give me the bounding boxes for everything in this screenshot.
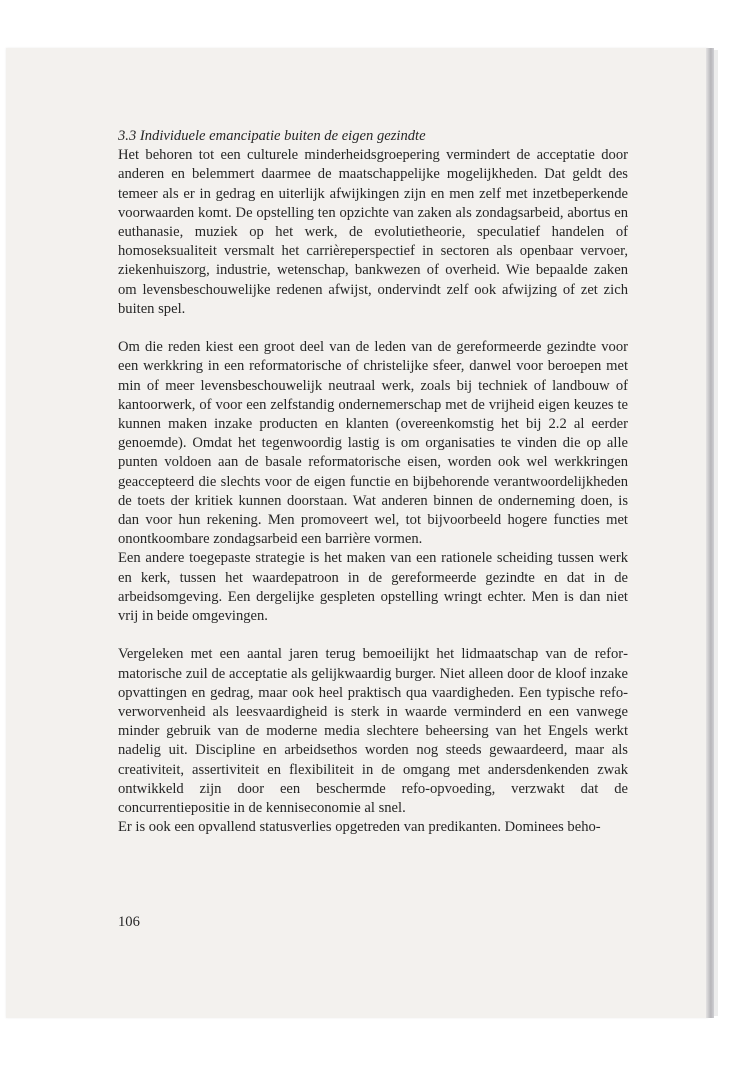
paragraph-5: Er is ook een opvallend statusverlies opgetreden van predikanten. Dominees beho- <box>118 819 601 836</box>
page-edge <box>714 50 718 1016</box>
paragraph-2: Om die reden kiest een groot deel van de leden van de gereformeerde gezindte voor een werkkring in een reformatorische of christelijke sfeer, danwel voor beroepen met min of meer levensbeschouwelijk neutraal werk, zoals bij techniek of landbouw of kantoorwerk, of voor een zelfstandig ondernemerschap met de vrijheid eigen keuzes te kunnen maken inzake producten en klanten (overeenkomstig het bij 2.2 al eerder genoemde). Omdat het tegenwoordig lastig is om organisaties te vinden die op alle punten voldoen aan de basale reformatorische eisen, worden ook wel werkkringen geaccepteerd die slechts voor de eigen functie en bijbehorende verantwoordelijkheden de toets der kritiek kunnen doorstaan. Wat anderen binnen de onderneming doen, is dan voor hun rekening. Men promoveert wel, tot bijvoorbeeld hogere functies met onontkoombare zondagsarbeid een barrière vormen. <box>118 339 628 548</box>
page-body <box>118 127 628 837</box>
paragraph-1: Het behoren tot een culturele minderheidsgroepering vermindert de acceptatie door anderen en belemmert daarmee de maatschappelijke mogelijkheden. Dat geldt des temeer als er in gedrag en uiterlijk afwijkingen zijn en men zelf met inzetbeperkende voorwaarden komt. De opstelling ten opzichte van zaken als zondagsarbeid, abortus en euthanasie, muziek op het werk, de evolutietheorie, speculatief handelen of homoseksualiteit versmalt het carrièreperspectief in sectoren als openbaar vervoer, ziekenhuiszorg, industrie, wetenschap, bankwezen of overheid. Wie bepaalde zaken om levensbeschouwelijke redenen afwijst, ondervindt zelf ook afwijzing of zet zich buiten spel. <box>118 147 628 317</box>
paragraph-4: Vergeleken met een aantal jaren terug bemoeilijkt het lidmaatschap van de reformatorische zuil de acceptatie als gelijkwaardig burger. Niet alleen door de kloof inzake opvattingen en gedrag, maar ook heel praktisch qua vaardigheden. Een typische refo-verworvenheid als leesvaardigheid is sterk in waarde verminderd en een vanwege minder gebruik van de moderne media slechtere beheersing van het Engels werkt nadelig uit. Discipline en arbeidsethos worden nog steeds gewaardeerd, maar als creativiteit, assertiviteit en flexibiliteit in de omgang met andersdenkenden zwak ontwikkeld zijn door een beschermde refo-opvoeding, verzwakt dat de concurrentiepositie in de kenniseconomie al snel. <box>118 646 628 817</box>
paragraph-3: Een andere toegepaste strategie is het maken van een rationele scheiding tussen werk en kerk, tussen het waardepatroon in de gereformeerde gezindte en dat in de arbeidsomgeving. Een dergelijke gespleten opstelling wringt echter. Men is dan niet vrij in beide omgevingen. <box>118 550 628 625</box>
book-spine-shadow <box>706 48 714 1018</box>
section-heading: 3.3 Individuele emancipatie buiten de eigen gezindte <box>118 128 426 144</box>
page-number: 106 <box>118 914 140 930</box>
